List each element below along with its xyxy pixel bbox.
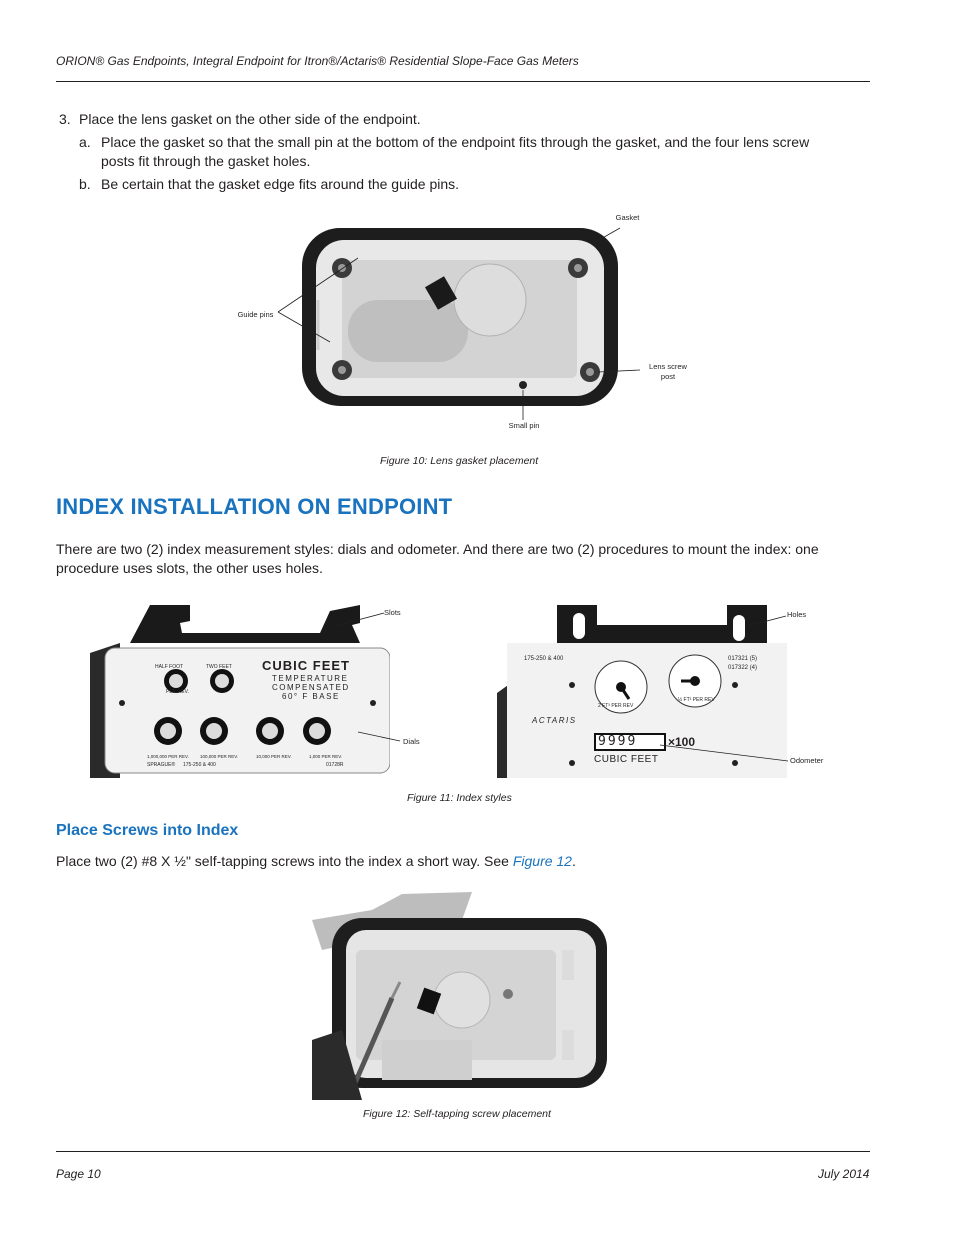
dial-index-title: CUBIC FEET [262, 658, 350, 673]
footer-page: Page 10 [56, 1167, 101, 1181]
step-3b-text: Be certain that the gasket edge fits around the guide pins. [101, 176, 460, 192]
odometer-dial2-label: ½ FT³ PER REV [678, 697, 715, 703]
step-3a-marker: a. [79, 134, 91, 150]
subsection-title: Place Screws into Index [56, 822, 239, 839]
label-odometer: Odometer [790, 756, 824, 765]
odometer-multiplier: ×100 [668, 735, 696, 749]
odometer-digits: 9999 [598, 734, 638, 749]
header-rule [56, 81, 870, 82]
dial-rev-1: 1,000,000 PER REV. [147, 754, 189, 759]
section-title: INDEX INSTALLATION ON ENDPOINT [56, 494, 453, 519]
label-slots: Slots [384, 608, 401, 617]
section-para-line2: procedure uses slots, the other uses holes. [56, 560, 323, 576]
step-3a-line1: Place the gasket so that the small pin at the bottom of the endpoint fits through the gasket, and the four lens screw [101, 134, 810, 150]
dial-index-sub2: COMPENSATED [272, 683, 350, 692]
odometer-model: 175-250 & 400 [524, 656, 564, 662]
dial-index-sub3: 60° F BASE [282, 692, 340, 701]
label-lens-screw-line2: post [660, 372, 676, 381]
subsection-text-before: Place two (2) #8 X ½" self-tapping screws into the index a short way. See [56, 853, 513, 869]
dial-brand: SPRAGUE® [147, 762, 176, 768]
dial-per-rev: PER REV. [166, 689, 189, 695]
odometer-brand: ACTARIS [532, 716, 577, 725]
dial-half-foot: HALF FOOT [155, 664, 184, 670]
figure-11-caption: Figure 11: Index styles [407, 792, 512, 804]
step-3-number: 3. [59, 111, 71, 127]
figure-12-link[interactable]: Figure 12 [512, 853, 572, 869]
dial-rev-2: 100,000 PER REV. [200, 754, 239, 759]
figure-10-leaders [270, 222, 700, 432]
label-gasket: Gasket [615, 213, 640, 222]
dial-rev-4: 1,000 PER REV. [309, 754, 343, 759]
subsection-text-after: . [571, 853, 576, 869]
running-header: ORION® Gas Endpoints, Integral Endpoint for Itron®/Actaris® Residential Slope-Face Gas Meters [56, 54, 579, 68]
figure-12-caption: Figure 12: Self-tapping screw placement [363, 1108, 551, 1120]
step-3b-marker: b. [79, 176, 91, 192]
odometer-dial1-label: 2 FT³ PER REV [598, 703, 634, 709]
dial-rev-3: 10,000 PER REV. [256, 754, 292, 759]
dial-model: 175-250 & 400 [183, 762, 216, 768]
subsection-text [56, 852, 576, 871]
figure-11-leaders [0, 600, 954, 780]
footer-date: July 2014 [818, 1167, 870, 1181]
dial-serial: 01728R [326, 762, 344, 768]
dial-two-feet: TWO FEET [206, 664, 232, 670]
figure-10-caption: Figure 10: Lens gasket placement [380, 455, 539, 467]
figure-12-screw-photo [312, 890, 612, 1100]
step-3a-line2: posts fit through the gasket holes. [101, 153, 311, 169]
label-holes: Holes [787, 610, 807, 619]
label-lens-screw-line1: Lens screw [649, 362, 687, 371]
odometer-units: CUBIC FEET [594, 754, 659, 765]
odometer-code2: 017322 (4) [728, 665, 758, 671]
odometer-code1: 017321 (5) [728, 656, 758, 662]
step-3-text: Place the lens gasket on the other side of the endpoint. [79, 111, 421, 127]
label-small-pin: Small pin [508, 421, 540, 430]
footer-rule [56, 1151, 870, 1152]
dial-index-sub1: TEMPERATURE [272, 674, 349, 683]
section-para-line1: There are two (2) index measurement styles: dials and odometer. And there are two (2) procedures to mount the index: one [56, 541, 819, 557]
label-dials: Dials [403, 737, 420, 746]
label-guide-pins: Guide pins [237, 310, 274, 319]
